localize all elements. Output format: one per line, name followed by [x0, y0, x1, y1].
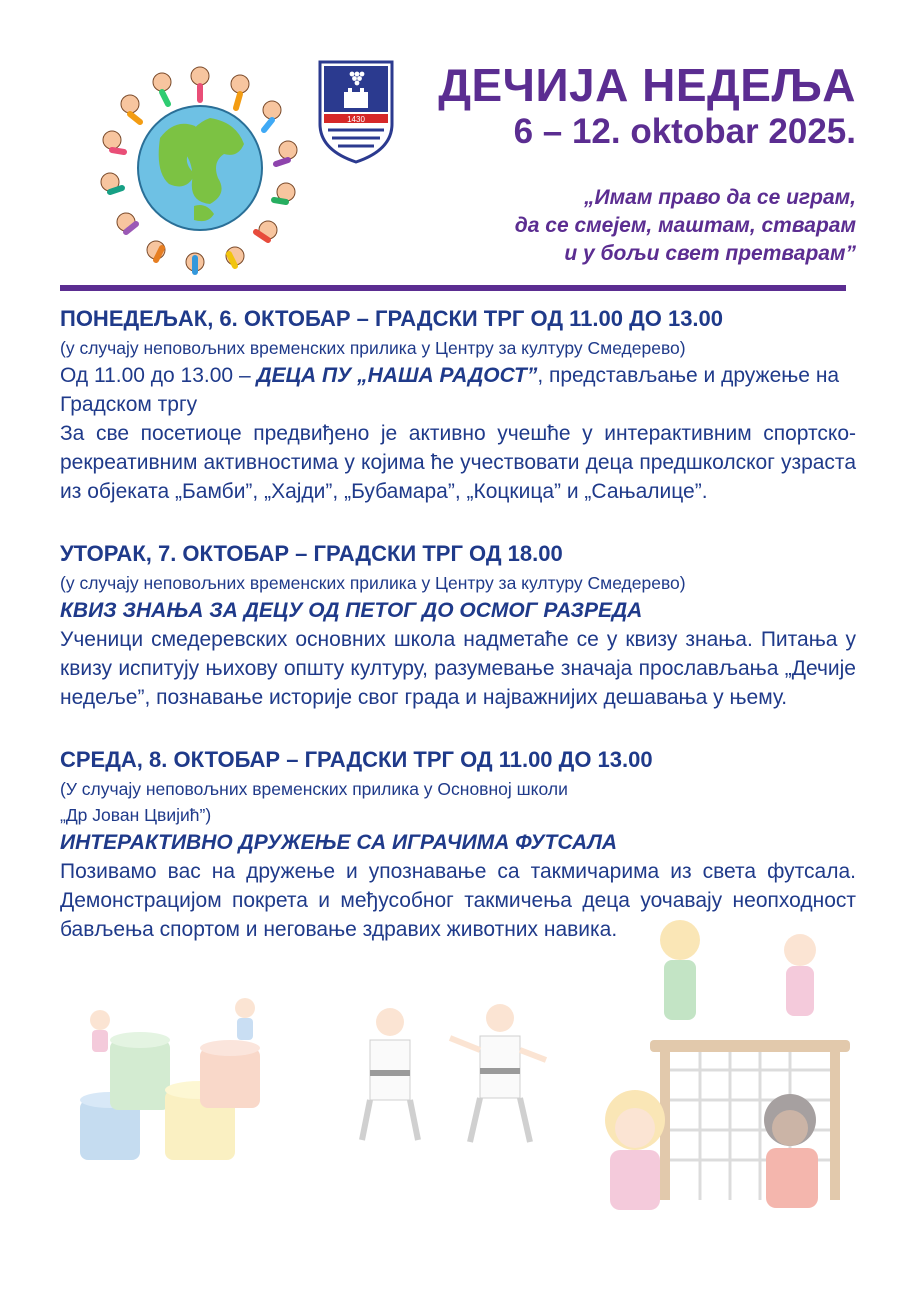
motto-line: да се смејем, маштам, стварам	[514, 214, 856, 237]
motto-line: „Имам право да се играм,	[584, 186, 856, 209]
children-playing-illustration	[60, 990, 290, 1170]
crest-year: 1430	[347, 115, 365, 124]
event-line	[60, 361, 856, 419]
event-description: Позивамо вас на дружење и упознавање са такмичарима из света футсала. Демонстрацијом покрета и међусобног такмичења деца уочавају неопходност бављења спортом и неговање здравих животних навика.	[60, 860, 856, 941]
event-description: Ученици смедеревских основних школа надметаће се у квизу знања. Питања у квизу испитују њихову општу културу, разумевање значаја прослављања „Дечије недеље”, познавање историје свог града и најважнијих дешавања у њему.	[60, 628, 856, 709]
climbing-frame-illustration	[590, 910, 860, 1240]
day-section-wednesday	[60, 744, 856, 944]
weather-note: (у случају неповољних временских прилика у Центру за културу Смедерево)	[60, 338, 686, 358]
page-title: ДЕЧИЈА НЕДЕЉА	[438, 59, 856, 111]
weather-note: (У случају неповољних временских прилика у Основној школи	[60, 779, 568, 799]
weather-note: (у случају неповољних временских прилика у Центру за културу Смедерево)	[60, 573, 686, 593]
event-description: За све посетиоце предвиђено је активно учешће у интерактивним спортско-рекреативним активностима у којима ће учествовати деца предшколског узраста из објеката „Бамби”, „Хајди”, „Бубамара”, „Коцкица” и „Сањалице”.	[60, 422, 856, 503]
day-heading: СРЕДА, 8. ОКТОБАР – ГРАДСКИ ТРГ ОД 11.00 ДО 13.00	[60, 747, 653, 772]
event-time: Од 11.00 до 13.00 –	[60, 364, 257, 387]
day-section-monday	[60, 303, 856, 506]
motto	[515, 184, 856, 268]
day-heading: УТОРАК, 7. ОКТОБАР – ГРАДСКИ ТРГ ОД 18.00	[60, 541, 563, 566]
event-title: КВИЗ ЗНАЊА ЗА ДЕЦУ ОД ПЕТОГ ДО ОСМОГ РАЗРЕДА	[60, 599, 643, 622]
city-crest-logo	[316, 58, 396, 164]
event-title: ДЕЦА ПУ „НАША РАДОСТ”	[256, 364, 538, 387]
weather-note-continued: „Др Јован Цвијић”)	[60, 805, 212, 825]
day-section-tuesday	[60, 538, 856, 712]
event-title: ИНТЕРАКТИВНО ДРУЖЕЊЕ СА ИГРАЧИМА ФУТСАЛА	[60, 831, 618, 854]
program-schedule	[60, 303, 856, 944]
globe-with-children-illustration	[90, 58, 310, 278]
event-line-suffix: , представљање и дружење на Градском тргу	[60, 364, 840, 416]
day-heading: ПОНЕДЕЉАК, 6. ОКТОБАР – ГРАДСКИ ТРГ ОД 11.00 ДО 13.00	[60, 306, 724, 331]
motto-line: и у бољи свет претварам”	[564, 242, 856, 265]
divider	[60, 285, 846, 291]
event-dates: 6 – 12. oktobar 2025.	[513, 112, 856, 151]
karate-kids-illustration	[340, 1000, 560, 1150]
